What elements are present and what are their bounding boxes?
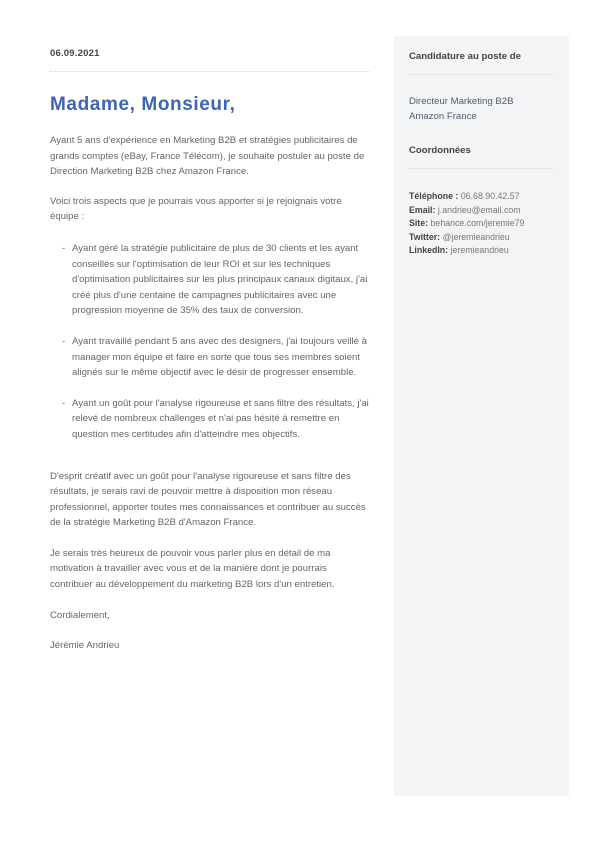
contact-email	[409, 204, 554, 218]
email-value: j.andrieu@email.com	[437, 204, 521, 215]
sidebar	[394, 36, 569, 796]
intro-paragraph: Ayant 5 ans d'expérience en Marketing B2B et stratégies publicitaires de grands comptes (eBay, France Télécom), je souhaite postuler au poste de Direction Marketing B2B chez Amazon France.	[50, 135, 365, 178]
aspects-intro-paragraph: Voici trois aspects que je pourrais vous apporter si je rejoignais votre équipe :	[50, 195, 342, 223]
spirit-paragraph: D'esprit créatif avec un goût pour l'analyse rigoureuse et sans filtre des résultats, je serais ravi de pouvoir mettre à disposition mon réseau professionnel, apporter toutes mes connaissances et contribuer au succès de la stratégie Marketing B2B d'Amazon France.	[50, 470, 366, 529]
closing: Cordialement,	[50, 609, 110, 621]
contact-heading: Coordonnées	[409, 145, 471, 156]
aspects-list	[50, 241, 370, 443]
signature: Jérémie Andrieu	[50, 640, 120, 652]
twitter-label: Twitter:	[409, 231, 441, 242]
linkedin-label: LinkedIn:	[409, 245, 449, 255]
site-value: behance.com/jeremie79	[430, 218, 525, 228]
list-item	[62, 334, 370, 381]
motivation-paragraph: Je serais très heureux de pouvoir vous parler plus en détail de ma motivation à travailler avec vous et de la manière dont je pourrais contribuer au développement du marketing B2B lors d'un entretien.	[50, 547, 335, 591]
list-item-text: Ayant travaillé pendant 5 ans avec des designers, j'ai toujours veillé à manager mon équipe et faire en sorte que tous ses membres soient alignés sur le même objectif avec le désir de progresser ensemble.	[72, 335, 367, 379]
company-name: Amazon France	[409, 110, 477, 122]
position-title: Directeur Marketing B2B	[409, 96, 514, 107]
list-item	[62, 241, 370, 319]
contact-twitter	[409, 231, 554, 245]
list-item-text: Ayant un goût pour l'analyse rigoureuse et sans filtre des résultats, j'ai relevé de nombreux challenges et n'ai pas hésité à remettre en question mes certitudes afin d'atteindre mes objectifs.	[72, 397, 369, 440]
letter-date: 06.09.2021	[50, 48, 100, 59]
email-label: Email:	[409, 204, 436, 215]
salutation: Madame, Monsieur,	[50, 94, 236, 115]
contact-list	[409, 190, 554, 258]
date-divider	[50, 71, 370, 72]
contact-site	[409, 217, 554, 231]
contact-phone	[409, 190, 554, 204]
phone-label: Téléphone :	[409, 191, 459, 201]
contact-divider	[409, 168, 554, 169]
list-item	[62, 396, 370, 443]
bullet-marker: -	[62, 335, 66, 347]
site-label: Site:	[409, 218, 429, 228]
letter-body	[50, 48, 370, 654]
linkedin-value: jeremieandrieu	[450, 245, 509, 255]
bullet-marker: -	[62, 242, 66, 254]
contact-linkedin	[409, 244, 554, 258]
sidebar-divider	[409, 74, 554, 75]
list-item-text: Ayant géré la stratégie publicitaire de plus de 30 clients et les ayant conseillés sur l'optimisation de leur ROI et sur les techniques d'optimisation publicitaires sur les plus principaux canaux digitaux, j'ai créé plus d'une centaine de campagnes publicitaires avec une progression moyenne de 35% des taux de conversion.	[72, 242, 368, 317]
sidebar-heading: Candidature au poste de	[409, 51, 521, 62]
twitter-value: @jeremieandrieu	[442, 231, 510, 242]
phone-value: 06.68.90.42.57	[460, 191, 520, 201]
position-block	[409, 95, 554, 124]
bullet-marker: -	[62, 397, 66, 409]
